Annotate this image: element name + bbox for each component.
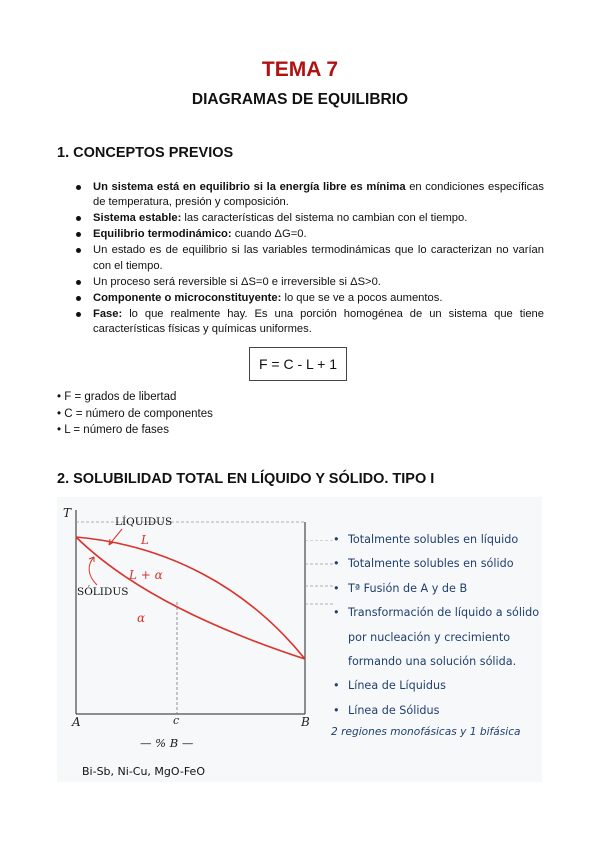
list-item: • Totalmente solubles en sólido [333,552,543,576]
topic-title: TEMA 7 [261,58,339,81]
list-item: Equilibrio termodinámico: cuando ΔG=0. [74,227,544,242]
list-item: • Tª Fusión de A y de B [333,577,543,601]
topic-subtitle: DIAGRAMAS DE EQUILIBRIO [191,91,409,108]
legend-f: • F = grados de libertad [57,391,177,403]
section-2-heading: 2. SOLUBILIDAD TOTAL EN LÍQUIDO Y SÓLIDO. TIPO I [57,471,435,487]
component-a-label: A [72,715,81,729]
list-item: formando una solución sólida. [348,655,517,669]
alpha-region-label: α [137,611,146,625]
phase-diagram-points [333,528,543,723]
legend-l: • L = número de fases [57,424,169,436]
list-item: Componente o microconstituyente: lo que se ve a pocos aumentos. [74,291,544,306]
gibbs-phase-rule-formula: F = C - L + 1 [249,347,347,381]
liquidus-curve [76,537,305,659]
example-systems: Bi-Sb, Ni-Cu, MgO-FeO [82,765,205,778]
list-item: Un sistema está en equilibrio si la energía libre es mínima en condiciones específicas de temperatura, presión y composición. [74,180,544,211]
section-1-heading: 1. CONCEPTOS PREVIOS [57,145,234,161]
phase-diagram [57,497,337,757]
list-item: • Línea de Líquidus [333,674,543,698]
list-item: • Transformación de líquido a sólido [333,601,543,625]
list-item: Un proceso será reversible si ΔS=0 e irreversible si ΔS>0. [74,275,544,290]
list-item: • Línea de Sólidus [333,699,543,723]
liquid-region-label: L [141,533,149,547]
solidus-curve [76,537,305,659]
liquidus-label: LÍQUIDUS [115,516,173,528]
temperature-axis-label: T [63,506,72,520]
two-phase-region-label: L + α [129,568,163,582]
solidus-arrow [89,557,97,585]
list-item: Sistema estable: las características del sistema no cambian con el tiempo. [74,211,544,226]
guide-lines [305,540,335,660]
composition-c-label: c [173,714,180,727]
component-b-label: B [301,715,310,729]
list-item: por nucleación y crecimiento [348,630,511,644]
list-item: Fase: lo que realmente hay. Es una porción homogénea de un sistema que tiene características físicas y químicas uniformes. [74,307,544,338]
list-item: Un estado es de equilibrio si las variables termodinámicas que lo caracterizan no varían con el tiempo. [74,243,544,274]
percent-b-axis-label: — % B — [140,736,194,750]
legend-c: • C = número de componentes [57,408,213,420]
list-item: • Totalmente solubles en líquido [333,528,543,552]
regions-summary: 2 regiones monofásicas y 1 bifásica [331,726,521,738]
solidus-label: SÓLIDUS [77,586,129,598]
concepts-list [74,180,544,338]
